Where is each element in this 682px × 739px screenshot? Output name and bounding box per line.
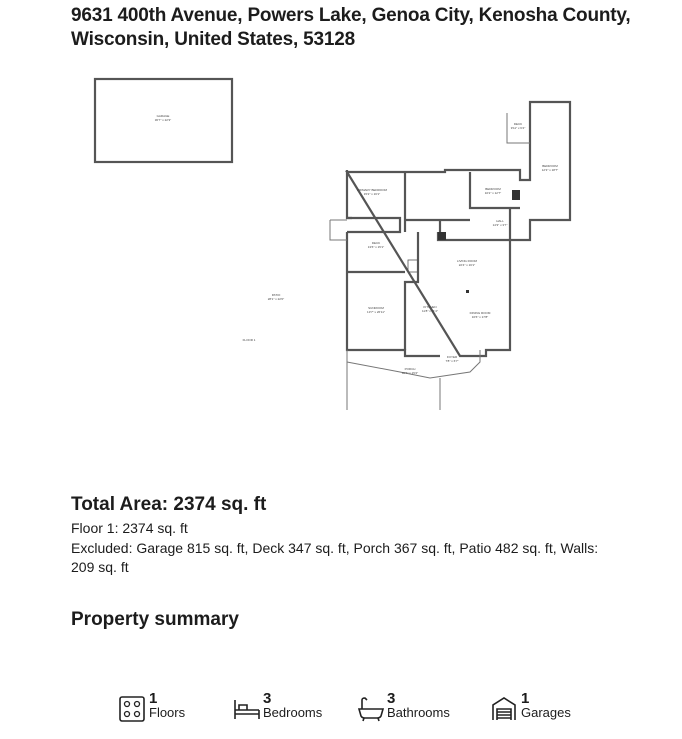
address-line-2: Wisconsin, United States, 53128	[71, 29, 356, 50]
room-label: LIVING ROOM	[456, 259, 478, 263]
room-dims: 30'7" x 15'2"	[401, 371, 419, 375]
floor-area: Floor 1: 2374 sq. ft	[71, 520, 188, 536]
room-dims: 7'8" x 6'7"	[445, 359, 459, 363]
room-label: DECK	[513, 122, 523, 126]
garage-icon	[491, 696, 519, 722]
room-label: SUNROOM	[368, 306, 384, 310]
stat-label: Garages	[521, 705, 571, 720]
stat-label: Bathrooms	[387, 705, 450, 720]
room-dims: 14'3" x 3'7"	[492, 223, 508, 227]
stat-label: Floors	[149, 705, 186, 720]
property-address	[71, 4, 671, 52]
room-dims: 9'11" x 6'4"	[510, 126, 526, 130]
room-dims: 12'3" x 18'7"	[541, 168, 559, 172]
room-dims: 36'7" x 22'3"	[154, 118, 172, 122]
stat-label: Bedrooms	[263, 705, 323, 720]
room-dims: 28'1" x 22'0"	[267, 297, 285, 301]
room-dims: 13'6" x 15'1"	[367, 245, 385, 249]
room-dims: 22'4" x 16'1"	[458, 263, 476, 267]
room-label: PORCH	[404, 367, 416, 371]
floor-label: FLOOR 1	[242, 338, 256, 342]
room-label: GARAGE	[156, 114, 170, 118]
room-dims: 11'8" x 11'4"	[421, 309, 439, 313]
bathtub-icon	[357, 696, 385, 722]
property-summary-title: Property summary	[71, 609, 239, 630]
stat-value: 3	[387, 690, 396, 707]
room-dims: 13'7" x 26'11"	[367, 310, 385, 314]
house-outline	[347, 102, 570, 356]
interior-walls	[347, 172, 520, 350]
stat-value: 1	[149, 690, 158, 707]
total-area: Total Area: 2374 sq. ft	[71, 494, 267, 515]
room-label: FOYER	[446, 355, 458, 359]
room-label: PATIO	[271, 293, 281, 297]
room-dims: 10'2" x 12'7"	[484, 191, 502, 195]
room-label: DECK	[371, 241, 381, 245]
closet-fixture-2	[512, 190, 520, 200]
room-label: BEDROOM	[542, 164, 558, 168]
address-line-1: 9631 400th Avenue, Powers Lake, Genoa City, Kenosha County,	[71, 5, 631, 26]
stat-value: 3	[263, 690, 272, 707]
bath-fixture	[408, 260, 418, 272]
stat-value: 1	[521, 690, 530, 707]
room-label: KITCHEN	[423, 305, 437, 309]
bed-icon	[233, 696, 261, 722]
floors-icon	[119, 696, 147, 722]
room-label: HALL	[496, 219, 504, 223]
room-label: DINING ROOM	[469, 311, 491, 315]
room-dims: 16'6" x 17'8"	[471, 315, 489, 319]
closet-fixture	[438, 232, 446, 240]
room-label: BEDROOM	[485, 187, 501, 191]
room-dims: 15'2" x 16'1"	[363, 192, 381, 196]
porch-outline	[347, 350, 480, 410]
floor-plan	[0, 60, 682, 480]
room-label: PRIMARY BEDROOM	[357, 188, 387, 192]
excluded-area: Excluded: Garage 815 sq. ft, Deck 347 sq. ft, Porch 367 sq. ft, Patio 482 sq. ft, Walls: 209 sq. ft	[71, 540, 599, 575]
chimney-fixture	[466, 290, 469, 293]
